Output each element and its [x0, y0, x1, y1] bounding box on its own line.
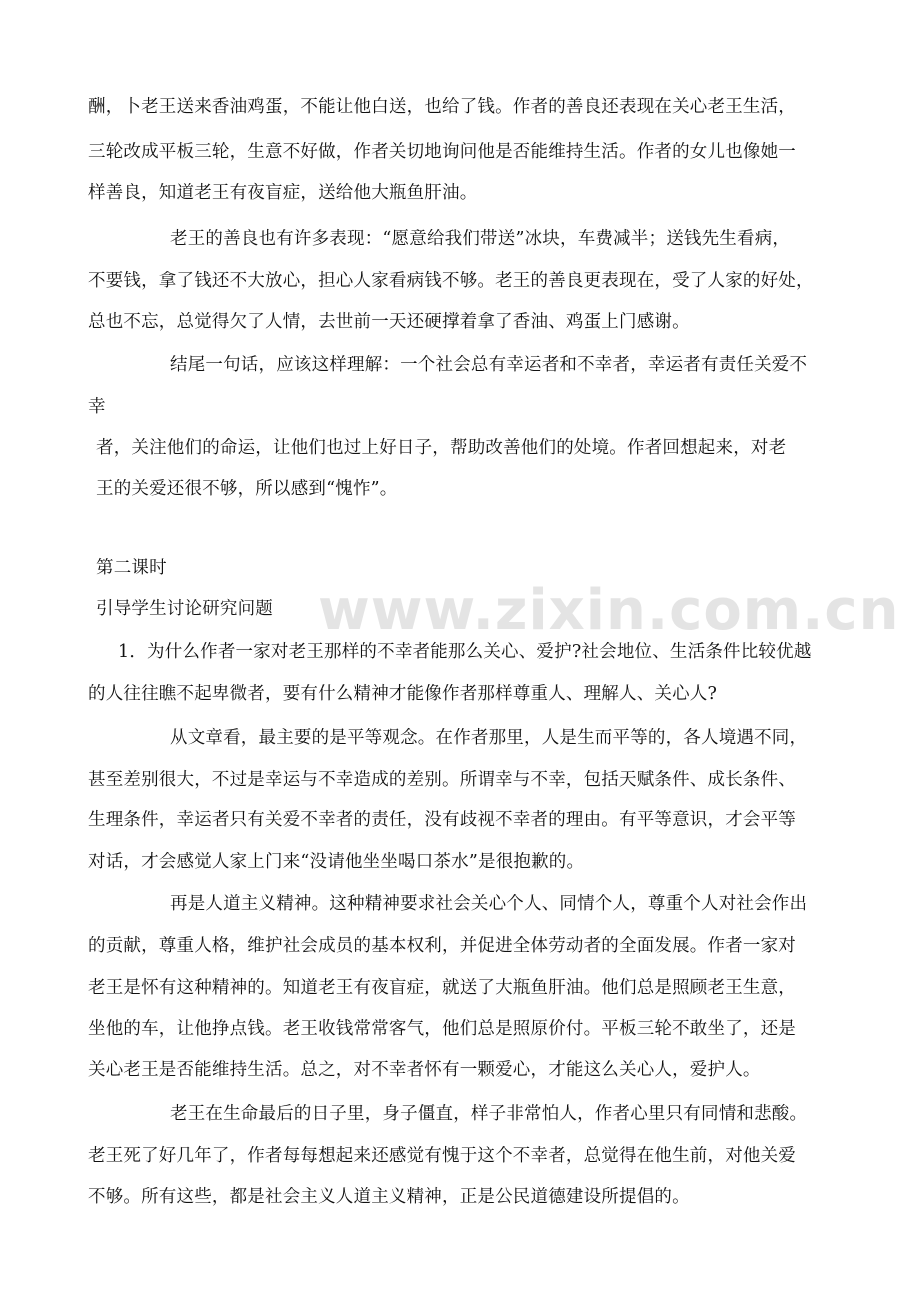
subheading: 引导学生讨论研究问题: [96, 599, 273, 619]
text-line: 三轮改成平板三轮，生意不好做，作者关切地询问他是否能维持生活。作者的女儿也像她一: [88, 142, 796, 162]
question-line: 1．为什么作者一家对老王那样的不幸者能那么关心、爱护?社会地位、生活条件比较优越: [118, 642, 812, 662]
question-line: 的人往往瞧不起卑微者，要有什么精神才能像作者那样尊重人、理解人、关心人?: [88, 684, 718, 704]
text-line: 从文章看，最主要的是平等观念。在作者那里，人是生而平等的，各人境遇不同，: [170, 728, 808, 748]
text-line: 幸: [88, 397, 106, 417]
text-line: 的贡献，尊重人格，维护社会成员的基本权利，并促进全体劳动者的全面发展。作者一家对: [88, 936, 796, 956]
section-heading: 第二课时: [96, 558, 167, 578]
text-line: 老王在生命最后的日子里，身子僵直，样子非常怕人，作者心里只有同情和悲酸。: [170, 1104, 808, 1124]
text-line: 者，关注他们的命运，让他们也过上好日子，帮助改善他们的处境。作者回想起来，对老: [96, 438, 787, 458]
text-line: 甚至差别很大，不过是幸运与不幸造成的差别。所谓幸与不幸，包括天赋条件、成长条件、: [88, 770, 796, 790]
text-line: 不要钱，拿了钱还不大放心，担心人家看病钱不够。老王的善良更表现在，受了人家的好处，: [88, 271, 814, 291]
text-line: 坐他的车，让他挣点钱。老王收钱常常客气，他们总是照原价付。平板三轮不敢坐了，还是: [88, 1019, 796, 1039]
text-line: 老王死了好几年了，作者每每想起来还感觉有愧于这个不幸者，总觉得在他生前，对他关爱: [88, 1146, 796, 1166]
text-line: 不够。所有这些，都是社会主义人道主义精神，正是公民道德建设所提倡的。: [88, 1187, 690, 1207]
text-line: 再是人道主义精神。这种精神要求社会关心个人、同情个人，尊重个人对社会作出: [170, 894, 808, 914]
text-line: 老王是怀有这种精神的。知道老王有夜盲症，就送了大瓶鱼肝油。他们总是照顾老王生意，: [88, 978, 796, 998]
text-line: 生理条件，幸运者只有关爱不幸者的责任，没有歧视不幸者的理由。有平等意识，才会平等: [88, 810, 796, 830]
text-line: 王的关爱还很不够，所以感到“愧怍”。: [96, 479, 398, 499]
text-line: 总也不忘，总觉得欠了人情，去世前一天还硬撑着拿了香油、鸡蛋上门感谢。: [88, 312, 690, 332]
text-line: 样善良，知道老王有夜盲症，送给他大瓶鱼肝油。: [88, 183, 478, 203]
text-line: 老王的善良也有许多表现：“愿意给我们带送”冰块，车费减半；送钱先生看病，: [170, 229, 791, 249]
watermark: www.zixin.com.cn: [318, 578, 900, 643]
text-line: 酬，卜老王送来香油鸡蛋，不能让他白送，也给了钱。作者的善良还表现在关心老王生活，: [88, 97, 796, 117]
text-line: 结尾一句话，应该这样理解：一个社会总有幸运者和不幸者，幸运者有责任关爱不: [170, 355, 808, 375]
text-line: 关心老王是否能维持生活。总之，对不幸者怀有一颗爱心，才能这么关心人，爱护人。: [88, 1060, 761, 1080]
text-line: 对话，才会感觉人家上门来“没请他坐坐喝口茶水”是很抱歉的。: [88, 852, 585, 872]
